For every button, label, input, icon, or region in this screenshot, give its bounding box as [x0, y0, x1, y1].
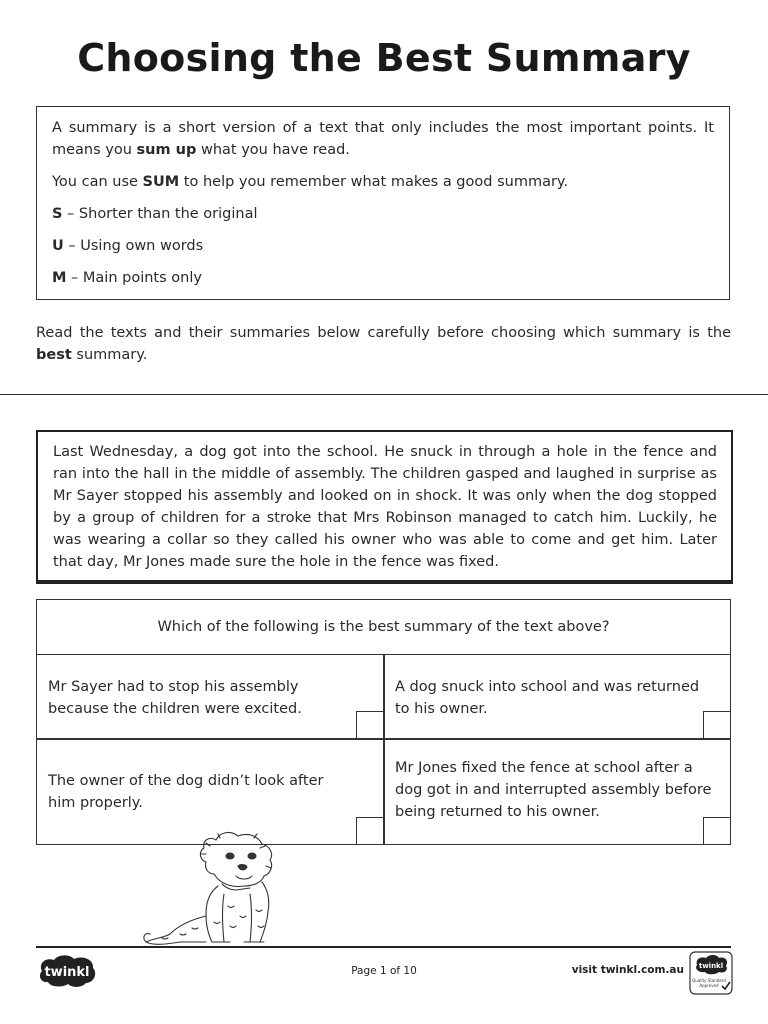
sum-text: – Shorter than the original	[62, 206, 258, 222]
sum-item-u	[52, 235, 714, 257]
option-4	[384, 739, 730, 844]
option-3-checkbox[interactable]	[356, 817, 383, 844]
badge-logo-text: twinkl	[698, 962, 724, 970]
option-1-checkbox[interactable]	[356, 711, 383, 738]
sum-letter: U	[52, 238, 64, 254]
section-divider	[0, 394, 768, 395]
sum-letter: M	[52, 270, 67, 286]
intro-box	[36, 106, 730, 300]
option-3-text: The owner of the dog didn’t look after him properly.	[48, 772, 324, 811]
instructions-text: summary.	[71, 347, 148, 363]
intro-paragraph-1	[52, 117, 714, 161]
option-4-text: Mr Jones fixed the fence at school after a dog got in and interrupted assembly before being returned to his owner.	[395, 759, 712, 820]
instructions-bold-best: best	[36, 347, 72, 363]
page-number: Page 1 of 10	[351, 965, 417, 977]
question-prompt: Which of the following is the best summary of the text above?	[37, 600, 730, 655]
website-link[interactable]: visit twinkl.com.au	[571, 964, 684, 976]
intro-bold-sum-up: sum up	[136, 142, 197, 158]
page-title: Choosing the Best Summary	[77, 36, 691, 80]
intro-text: You can use	[52, 174, 143, 190]
option-4-checkbox[interactable]	[703, 817, 730, 844]
question-table	[36, 599, 731, 845]
sum-item-s	[52, 203, 714, 225]
option-2-text: A dog snuck into school and was returned to his owner.	[395, 678, 700, 717]
footer-divider	[36, 946, 731, 948]
intro-paragraph-2	[52, 171, 714, 193]
options-grid	[37, 655, 730, 844]
dog-illustration	[140, 826, 300, 950]
badge-text-line-2: Approved	[699, 983, 719, 988]
intro-text: to help you remember what makes a good summary.	[179, 174, 569, 190]
sum-item-m	[52, 267, 714, 289]
sum-letter: S	[52, 206, 63, 222]
instructions	[36, 322, 731, 366]
intro-text: what you have read.	[196, 142, 350, 158]
logo-text: twinkl	[44, 965, 90, 980]
option-2-checkbox[interactable]	[703, 711, 730, 738]
sum-text: – Main points only	[66, 270, 202, 286]
intro-text: A summary is a short version of a text that only includes the most important points. It means you	[52, 120, 714, 158]
option-1	[37, 655, 383, 738]
badge-text-line-1: Quality Standard	[692, 978, 726, 983]
intro-bold-sum: SUM	[142, 174, 180, 190]
option-2	[384, 655, 730, 738]
instructions-text: Read the texts and their summaries below carefully before choosing which summary is the	[36, 325, 731, 341]
text-passage: Last Wednesday, a dog got into the school. He snuck in through a hole in the fence and ran into the hall in the middle of assembly. The children gasped and laughed in surprise as Mr Sayer stopped his assembly and looked on in shock. It was only when the dog stopped by a group of children for a stroke that Mrs Robinson managed to catch him. Luckily, he was wearing a collar so they called his owner who was able to come and get him. Later that day, Mr Jones made sure the hole in the fence was fixed.	[36, 430, 733, 582]
sum-text: – Using own words	[63, 238, 204, 254]
option-1-text: Mr Sayer had to stop his assembly because the children were excited.	[48, 678, 302, 717]
quality-badge	[689, 951, 733, 995]
